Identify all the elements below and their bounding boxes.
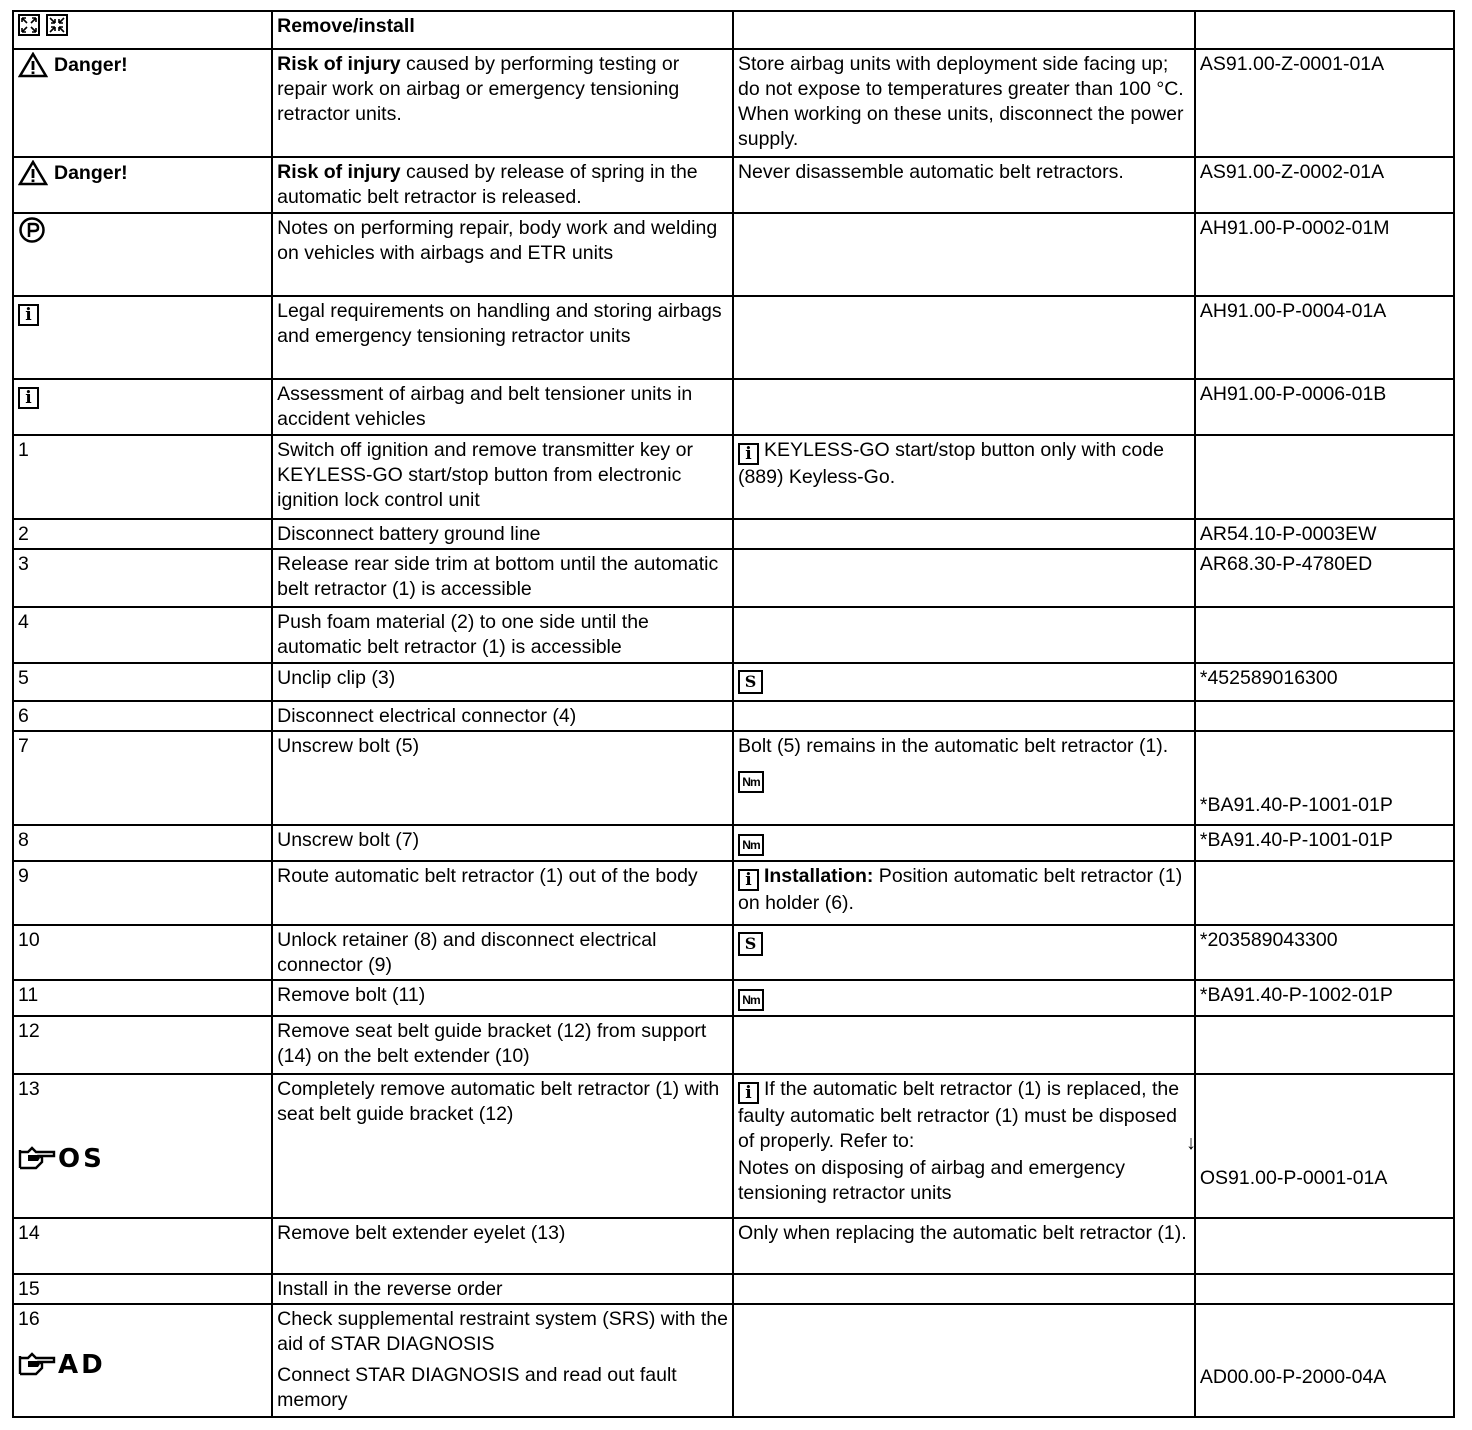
doc-link[interactable]: *BA91.40-P-1002-01P	[1195, 980, 1454, 1016]
special-tool-icon: S	[738, 670, 763, 694]
warning-triangle-icon	[18, 52, 48, 78]
doc-link[interactable]: AR68.30-P-4780ED	[1195, 549, 1454, 607]
note-icon	[18, 216, 46, 244]
warning-triangle-icon	[18, 160, 48, 186]
doc-link[interactable]: OS91.00-P-0001-01A	[1199, 1167, 1388, 1189]
doc-link[interactable]: AS91.00-Z-0001-01A	[1195, 49, 1454, 157]
step-row: 3 Release rear side trim at bottom until the automatic belt retractor (1) is accessible AR68.30-P-4780ED	[13, 549, 1454, 607]
doc-link[interactable]: *203589043300	[1195, 925, 1454, 980]
step-row: 9 Route automatic belt retractor (1) out of the body i Installation: Position automatic belt retractor (1) on holder (6).	[13, 861, 1454, 925]
doc-link[interactable]: AH91.00-P-0004-01A	[1195, 296, 1454, 379]
disposal-ref-label: OS	[18, 1146, 105, 1172]
step-row: 15 Install in the reverse order	[13, 1274, 1454, 1304]
note-row: Notes on performing repair, body work and welding on vehicles with airbags and ETR units AH91.00-P-0002-01M	[13, 213, 1454, 296]
pointing-hand-icon	[18, 1146, 58, 1172]
header-row	[13, 11, 1454, 49]
step-row: 6 Disconnect electrical connector (4)	[13, 701, 1454, 731]
step-row: 1 Switch off ignition and remove transmitter key or KEYLESS-GO start/stop button from electronic ignition lock control unit i KEYLESS-GO start/stop button only with code (889) Keyless-Go.	[13, 435, 1454, 519]
doc-link[interactable]: *BA91.40-P-1001-01P	[1199, 794, 1393, 816]
step-row: 16 AD Check supplemental restraint system (SRS) with the aid of STAR DIAGNOSIS Connect STAR DIAGNOSIS and read out fault memory AD00.00-P-2000-04A	[13, 1304, 1454, 1417]
step-row: 7 Unscrew bolt (5) Bolt (5) remains in the automatic belt retractor (1). Nm *BA91.40-P-1001-01P	[13, 731, 1454, 825]
danger-row: Danger! Risk of injury caused by release of spring in the automatic belt retractor is released. Never disassemble automatic belt retractors. AS91.00-Z-0002-01A	[13, 157, 1454, 213]
info-icon: i	[738, 869, 759, 891]
step-row: 2 Disconnect battery ground line AR54.10-P-0003EW	[13, 519, 1454, 549]
info-icon: i	[738, 1082, 759, 1104]
note-row: i Assessment of airbag and belt tensioner units in accident vehicles AH91.00-P-0006-01B	[13, 379, 1454, 435]
pointing-hand-icon	[18, 1352, 58, 1378]
expand-icon[interactable]	[18, 14, 40, 36]
step-row: 14 Remove belt extender eyelet (13) Only when replacing the automatic belt retractor (1).	[13, 1218, 1454, 1274]
step-row: 10 Unlock retainer (8) and disconnect electrical connector (9) S *203589043300	[13, 925, 1454, 980]
torque-icon: Nm	[738, 834, 764, 856]
special-tool-icon: S	[738, 932, 763, 956]
step-row: 4 Push foam material (2) to one side until the automatic belt retractor (1) is accessible	[13, 607, 1454, 663]
step-row: 13 OS Completely remove automatic belt retractor (1) with seat belt guide bracket (12) i If the automatic belt retractor (1) is replaced, the faulty automatic belt retractor (1) must be disposed of properly. Refer to: ↓ Notes on disposing of airbag and emergency tensioning retractor units OS91.00-P-0001-01A	[13, 1074, 1454, 1218]
note-row: i Legal requirements on handling and storing airbags and emergency tensioning retractor units AH91.00-P-0004-01A	[13, 296, 1454, 379]
torque-icon: Nm	[738, 771, 764, 793]
doc-link[interactable]: *BA91.40-P-1001-01P	[1195, 825, 1454, 861]
doc-link[interactable]: AH91.00-P-0006-01B	[1195, 379, 1454, 435]
step-row: 8 Unscrew bolt (7) Nm *BA91.40-P-1001-01P	[13, 825, 1454, 861]
doc-link[interactable]: *452589016300	[1195, 663, 1454, 701]
step-row: 5 Unclip clip (3) S *452589016300	[13, 663, 1454, 701]
info-icon: i	[738, 443, 759, 465]
doc-link[interactable]: AS91.00-Z-0002-01A	[1195, 157, 1454, 213]
step-row: 11 Remove bolt (11) Nm *BA91.40-P-1002-01P	[13, 980, 1454, 1016]
danger-row: Danger! Risk of injury caused by performing testing or repair work on airbag or emergency tensioning retractor units. Store airbag units with deployment side facing up; do not expose to temperatures greater than 100 °C. When working on these units, disconnect the power supply. AS91.00-Z-0001-01A	[13, 49, 1454, 157]
doc-link[interactable]: AD00.00-P-2000-04A	[1199, 1366, 1387, 1388]
info-icon: i	[18, 387, 39, 409]
collapse-icon[interactable]	[46, 14, 68, 36]
info-icon: i	[18, 304, 39, 326]
down-arrow-icon: ↓	[1186, 1132, 1196, 1154]
doc-link[interactable]: AH91.00-P-0002-01M	[1195, 213, 1454, 296]
step-row: 12 Remove seat belt guide bracket (12) from support (14) on the belt extender (10)	[13, 1016, 1454, 1074]
doc-link[interactable]: AR54.10-P-0003EW	[1195, 519, 1454, 549]
header-title: Remove/install	[272, 11, 733, 49]
diagnosis-ref-label: AD	[18, 1352, 106, 1378]
danger-label: Danger!	[18, 160, 128, 186]
repair-procedure-table	[12, 10, 1455, 1418]
torque-icon: Nm	[738, 989, 764, 1011]
danger-label: Danger!	[18, 52, 128, 78]
